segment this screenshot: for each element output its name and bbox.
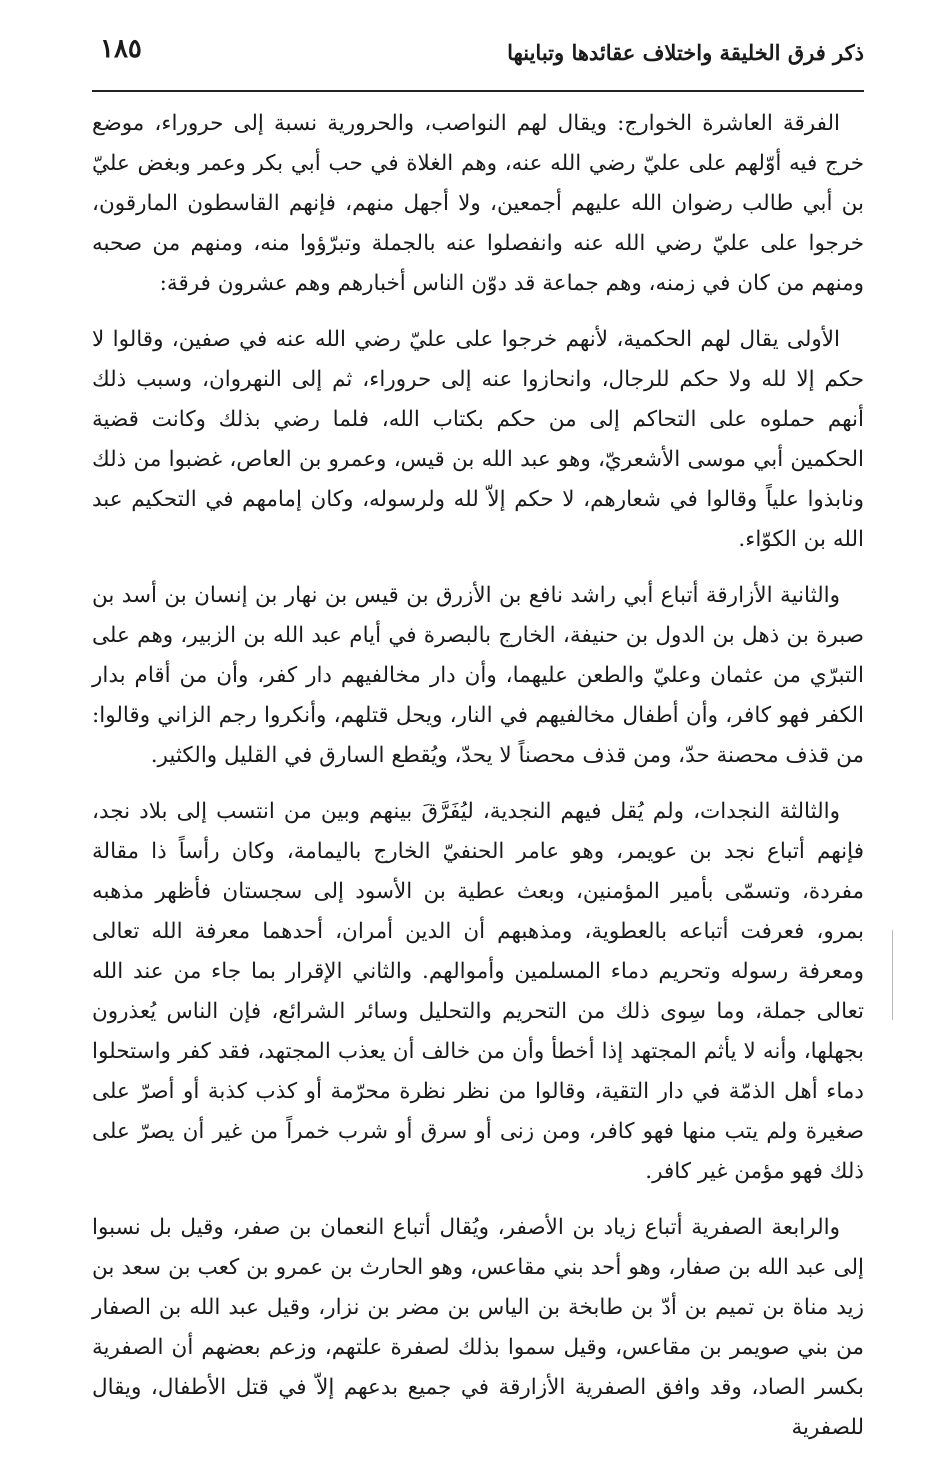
paragraph: الفرقة العاشرة الخوارج: ويقال لهم النواصب، والحرورية نسبة إلى حروراء، موضع خرج فيه أوّلهم على عليّ رضي الله عنه، وهم الغلاة في حب أبي بكر وعمر وبغض عليّ بن أبي طالب رضوان الله عليهم أجمعين، ولا أجهل منهم، فإنهم القاسطون المارقون، خرجوا على عليّ رضي الله عنه وانفصلوا عنه بالجملة وتبرّؤوا منه، ومنهم من صحبه ومنهم من كان في زمنه، وهم جماعة قد دوّن الناس أخبارهم وهم عشرون فرقة:: [92, 111, 864, 296]
paragraph: الأولى يقال لهم الحكمية، لأنهم خرجوا على عليّ رضي الله عنه في صفين، وقالوا لا حكم إلا لله ولا حكم للرجال، وانحازوا عنه إلى حروراء، ثم إلى النهروان، وسبب ذلك أنهم حملوه على التحاكم إلى من حكم بكتاب الله، فلما رضي بذلك وكانت قضية الحكمين أبي موسى الأشعريّ، وهو عبد الله بن قيس، وعمرو بن العاص، غضبوا من ذلك ونابذوا علياً وقالوا في شعارهم، لا حكم إلاّ لله ولرسوله، وكان إمامهم في التحكيم عبد الله بن الكوّاء.: [92, 327, 864, 552]
page-number: ١٨٥: [100, 34, 142, 64]
page-body: [92, 104, 864, 1464]
paragraph: والرابعة الصفرية أتباع زياد بن الأصفر، ويُقال أتباع النعمان بن صفر، وقيل بل نسبوا إلى عبد الله بن صفار، وهو أحد بني مقاعس، وهو الحارث بن عمرو بن كعب بن سعد بن زيد مناة بن تميم بن أدّ بن طابخة بن الياس بن مضر بن نزار، وقيل عبد الله بن الصفار من بني صويمر بن مقاعس، وقيل سموا بذلك لصفرة علتهم، وزعم بعضهم أن الصفرية بكسر الصاد، وقد وافق الصفرية الأزارقة في جميع بدعهم إلاّ في قتل الأطفال، ويقال للصفرية: [92, 1215, 864, 1440]
paragraph: والثانية الأزارقة أتباع أبي راشد نافع بن الأزرق بن قيس بن نهار بن إنسان بن أسد بن صبرة بن ذهل بن الدول بن حنيفة، الخارج بالبصرة في أيام عبد الله بن الزبير، وهم على التبرّي من عثمان وعليّ والطعن عليهما، وأن دار مخالفيهم دار كفر، وأن من أقام بدار الكفر فهو كافر، وأن أطفال مخالفيهم في النار، ويحل قتلهم، وأنكروا رجم الزاني وقالوا: من قذف محصنة حدّ، ومن قذف محصناً لا يحدّ، ويُقطع السارق في القليل والكثير.: [92, 583, 864, 768]
page-header: [92, 30, 864, 92]
scan-margin-mark: [892, 930, 893, 1020]
paragraph: والثالثة النجدات، ولم يُقل فيهم النجدية، ليُفَرَّقَ بينهم وبين من انتسب إلى بلاد نجد، فإنهم أتباع نجد بن عويمر، وهو عامر الحنفيّ الخارج باليمامة، وكان رأساً ذا مقالة مفردة، وتسمّى بأمير المؤمنين، وبعث عطية بن الأسود إلى سجستان فأظهر مذهبه بمرو، فعرفت أتباعه بالعطوية، ومذهبهم أن الدين أمران، أحدهما معرفة الله تعالى ومعرفة رسوله وتحريم دماء المسلمين وأموالهم. والثاني الإقرار بما جاء من عند الله تعالى جملة، وما سِوى ذلك من التحريم والتحليل وسائر الشرائع، فإن الناس يُعذرون بجهلها، وأنه لا يأثم المجتهد إذا أخطأ وأن من خالف أن يعذب المجتهد، فقد كفر واستحلوا دماء أهل الذمّة في دار التقية، وقالوا من نظر نظرة محرّمة أو كذب كذبة أو أصرّ على صغيرة ولم يتب منها فهو كافر، ومن زنى أو سرق أو شرب خمراً من غير أن يصرّ على ذلك فهو مؤمن غير كافر.: [92, 799, 864, 1184]
running-title: ذكر فرق الخليقة واختلاف عقائدها وتباينها: [507, 40, 864, 65]
